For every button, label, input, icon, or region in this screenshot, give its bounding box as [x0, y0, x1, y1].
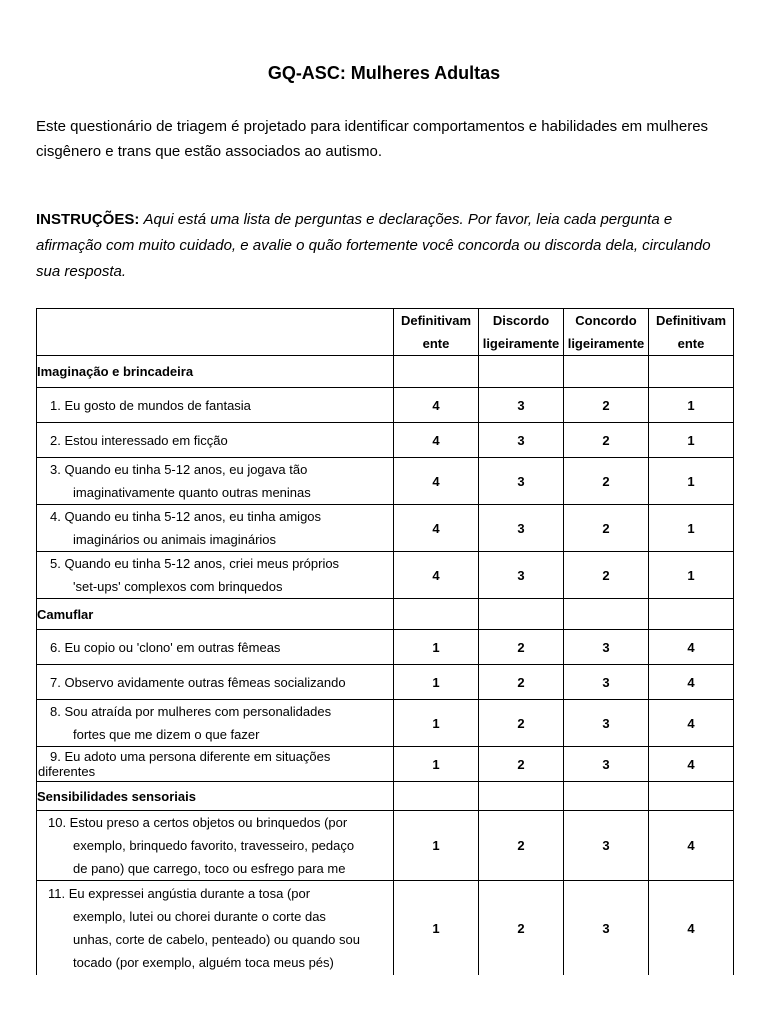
- score-cell[interactable]: 3: [564, 811, 649, 881]
- score-cell[interactable]: 1: [394, 811, 479, 881]
- header-line: ente: [422, 336, 450, 351]
- table-row: [37, 811, 734, 881]
- score-cell[interactable]: 3: [564, 665, 649, 700]
- table-row: [37, 552, 734, 599]
- empty-cell: [394, 782, 479, 811]
- score-cell[interactable]: 4: [394, 423, 479, 458]
- instructions-text: Aqui está uma lista de perguntas e declarações. Por favor, leia cada pergunta e afirmação com muito cuidado, e avalie o quão fortemente você concorda ou discorda dela, circulando sua resposta.: [36, 211, 711, 280]
- score-cell[interactable]: 3: [564, 630, 649, 665]
- score-cell[interactable]: 4: [649, 665, 734, 700]
- score-cell[interactable]: 4: [649, 630, 734, 665]
- table-row: [37, 458, 734, 505]
- score-cell[interactable]: 4: [394, 505, 479, 552]
- score-cell[interactable]: 2: [479, 811, 564, 881]
- empty-cell: [394, 599, 479, 630]
- score-cell[interactable]: 1: [394, 700, 479, 747]
- header-line: ente: [677, 336, 705, 351]
- question-line: 6. Eu copio ou 'clono' em outras fêmeas: [50, 639, 281, 655]
- question-line: exemplo, lutei ou chorei durante o corte das: [73, 909, 326, 924]
- question-cell: [37, 811, 394, 881]
- empty-cell: [649, 782, 734, 811]
- header-definitely-disagree: [394, 309, 479, 356]
- score-cell[interactable]: 3: [564, 881, 649, 976]
- score-cell[interactable]: 4: [649, 881, 734, 976]
- question-line: 9. Eu adoto uma persona diferente em situações: [50, 749, 331, 764]
- question-line: imaginativamente quanto outras meninas: [73, 485, 311, 500]
- question-line: 2. Estou interessado em ficção: [50, 432, 228, 448]
- empty-cell: [649, 356, 734, 388]
- question-cell: [37, 630, 394, 665]
- question-line: de pano) que carrego, toco ou esfrego para me: [73, 861, 346, 876]
- table-row: [37, 388, 734, 423]
- table-row: [37, 630, 734, 665]
- score-cell[interactable]: 3: [564, 700, 649, 747]
- score-cell[interactable]: 2: [479, 700, 564, 747]
- score-cell[interactable]: 2: [479, 665, 564, 700]
- question-line: exemplo, brinquedo favorito, travesseiro, pedaço: [73, 838, 355, 853]
- score-cell[interactable]: 2: [564, 552, 649, 599]
- score-cell[interactable]: 3: [479, 388, 564, 423]
- question-cell: [37, 665, 394, 700]
- score-cell[interactable]: 1: [394, 747, 479, 782]
- question-line: tocado (por exemplo, alguém toca meus pés): [73, 955, 334, 970]
- score-cell[interactable]: 2: [564, 388, 649, 423]
- header-line: Concordo: [575, 313, 637, 328]
- empty-cell: [564, 599, 649, 630]
- question-line: 5. Quando eu tinha 5-12 anos, criei meus próprios: [50, 556, 340, 571]
- question-line: 4. Quando eu tinha 5-12 anos, eu tinha amigos: [50, 509, 322, 524]
- page-title: GQ-ASC: Mulheres Adultas: [267, 63, 501, 83]
- question-line: 'set-ups' complexos com brinquedos: [73, 579, 283, 594]
- table-row: [37, 665, 734, 700]
- header-line: Definitivam: [400, 313, 472, 328]
- empty-cell: [564, 356, 649, 388]
- question-cell: [37, 423, 394, 458]
- intro-paragraph: Este questionário de triagem é projetado para identificar comportamentos e habilidades em mulheres cisgênero e trans que estão associados ao autismo.: [36, 118, 709, 160]
- category-row: [37, 782, 734, 811]
- header-definitely-agree: [649, 309, 734, 356]
- table-row: [37, 700, 734, 747]
- question-line: 8. Sou atraída por mulheres com personalidades: [50, 704, 332, 719]
- score-cell[interactable]: 3: [479, 505, 564, 552]
- category-label: Sensibilidades sensoriais: [37, 782, 394, 811]
- score-cell[interactable]: 1: [649, 388, 734, 423]
- table-row: [37, 423, 734, 458]
- score-cell[interactable]: 1: [394, 881, 479, 976]
- header-line: ligeiramente: [567, 336, 645, 351]
- header-line: Discordo: [492, 313, 550, 328]
- question-cell: [37, 388, 394, 423]
- score-cell[interactable]: 4: [649, 811, 734, 881]
- score-cell[interactable]: 2: [479, 747, 564, 782]
- header-item-blank: [37, 309, 394, 356]
- empty-cell: [479, 356, 564, 388]
- questionnaire-table: [36, 308, 734, 976]
- score-cell[interactable]: 2: [564, 505, 649, 552]
- score-cell[interactable]: 3: [479, 552, 564, 599]
- score-cell[interactable]: 4: [394, 388, 479, 423]
- score-cell[interactable]: 1: [394, 630, 479, 665]
- score-cell[interactable]: 2: [479, 630, 564, 665]
- instructions-paragraph: [36, 207, 736, 285]
- empty-cell: [564, 782, 649, 811]
- empty-cell: [479, 782, 564, 811]
- header-line: Definitivam: [655, 313, 727, 328]
- score-cell[interactable]: 3: [479, 423, 564, 458]
- question-line: diferentes: [38, 764, 96, 779]
- question-cell: [37, 747, 394, 782]
- header-slightly-disagree: [479, 309, 564, 356]
- table-row: [37, 881, 734, 976]
- score-cell[interactable]: 1: [394, 665, 479, 700]
- page-bottom-cutoff: [30, 975, 740, 1024]
- instructions-label: INSTRUÇÕES:: [36, 211, 140, 228]
- empty-cell: [394, 356, 479, 388]
- question-line: 10. Estou preso a certos objetos ou brinquedos (por: [48, 815, 348, 830]
- score-cell[interactable]: 4: [394, 458, 479, 505]
- question-cell: [37, 552, 394, 599]
- question-cell: [37, 700, 394, 747]
- empty-cell: [479, 599, 564, 630]
- question-line: 11. Eu expressei angústia durante a tosa (por: [48, 886, 311, 901]
- header-line: ligeiramente: [482, 336, 560, 351]
- score-cell[interactable]: 1: [649, 458, 734, 505]
- question-cell: [37, 505, 394, 552]
- score-cell[interactable]: 1: [649, 423, 734, 458]
- score-cell[interactable]: 4: [649, 747, 734, 782]
- score-cell[interactable]: 1: [649, 505, 734, 552]
- question-cell: [37, 881, 394, 976]
- score-cell[interactable]: 1: [649, 552, 734, 599]
- question-cell: [37, 458, 394, 505]
- question-line: unhas, corte de cabelo, penteado) ou quando sou: [73, 932, 360, 947]
- score-cell[interactable]: 3: [564, 747, 649, 782]
- question-line: 3. Quando eu tinha 5-12 anos, eu jogava tão: [50, 462, 308, 477]
- score-cell[interactable]: 2: [479, 881, 564, 976]
- score-cell[interactable]: 4: [649, 700, 734, 747]
- category-label: Imaginação e brincadeira: [37, 356, 394, 388]
- table-header-row: [37, 309, 734, 356]
- category-label: Camuflar: [37, 599, 394, 630]
- score-cell[interactable]: 2: [564, 458, 649, 505]
- table-row: [37, 747, 734, 782]
- question-line: imaginários ou animais imaginários: [73, 532, 277, 547]
- score-cell[interactable]: 4: [394, 552, 479, 599]
- empty-cell: [649, 599, 734, 630]
- question-line: 1. Eu gosto de mundos de fantasia: [50, 397, 251, 413]
- category-row: [37, 356, 734, 388]
- question-line: 7. Observo avidamente outras fêmeas socializando: [50, 674, 346, 690]
- score-cell[interactable]: 2: [564, 423, 649, 458]
- score-cell[interactable]: 3: [479, 458, 564, 505]
- question-line: fortes que me dizem o que fazer: [73, 727, 260, 742]
- category-row: [37, 599, 734, 630]
- table-row: [37, 505, 734, 552]
- header-slightly-agree: [564, 309, 649, 356]
